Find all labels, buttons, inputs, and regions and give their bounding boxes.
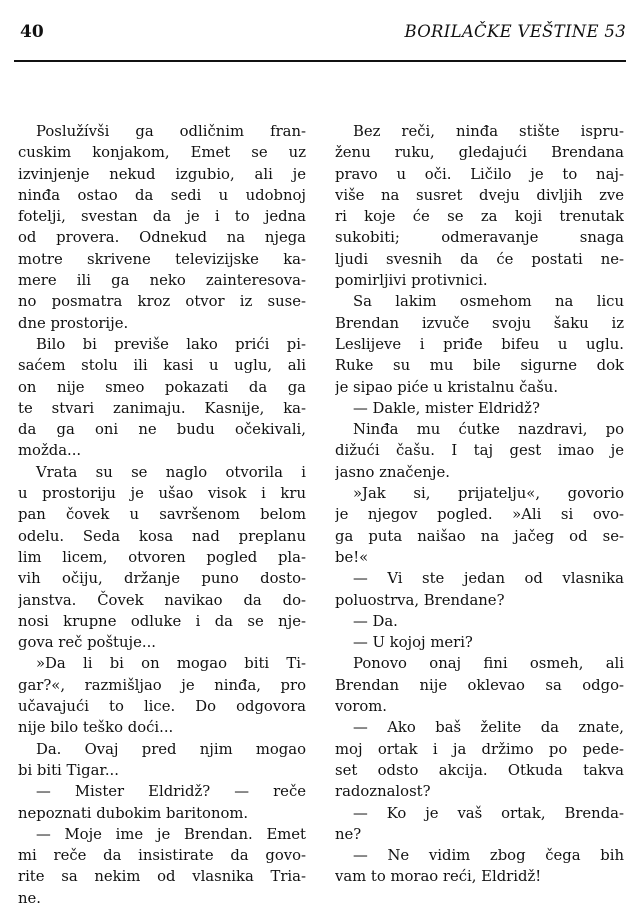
text-line: bi biti Tigar... — [18, 761, 119, 779]
text-line: »Jak si, prijatelju«, govorio — [353, 485, 624, 503]
text-line: Ninđa mu ćutke nazdravi, po — [353, 421, 624, 439]
text-line: vam to morao reći, Eldridž! — [335, 868, 542, 886]
paragraph — [335, 121, 624, 291]
paragraph — [18, 121, 306, 334]
paragraph — [335, 717, 624, 802]
text-line: ne? — [335, 825, 362, 843]
paragraph — [335, 611, 624, 632]
paragraph — [335, 845, 624, 888]
text-line: Leslijeve i priđe bifeu u uglu. — [335, 335, 624, 353]
text-line: ženu ruku, gledajući Brendana — [335, 144, 624, 162]
text-line: — Moje ime je Brendan. Emet — [36, 825, 306, 843]
text-line: te stvari zanimaju. Kasnije, ka- — [18, 399, 306, 417]
text-line: vih očiju, držanje puno dosto- — [18, 570, 306, 588]
text-line: od provera. Odnekud na njega — [18, 229, 306, 247]
text-line: gova reč poštuje... — [18, 634, 156, 652]
text-line: odelu. Seda kosa nad preplanu — [18, 527, 306, 545]
text-line: da ga oni ne budu očekivali, — [18, 421, 306, 439]
text-line: lim licem, otvoren pogled pla- — [18, 548, 306, 566]
text-line: učavajući to lice. Do odgovora — [18, 698, 306, 716]
paragraph — [335, 653, 624, 717]
text-line: Bez reči, ninđa stište ispru- — [353, 123, 624, 140]
text-line: — Ko je vaš ortak, Brenda- — [353, 804, 624, 822]
text-line: Ruke su mu bile sigurne dok — [335, 357, 624, 375]
paragraph — [335, 398, 624, 419]
paragraph — [18, 653, 306, 738]
text-line: pravo u oči. Ličilo je to naj- — [335, 165, 624, 183]
text-line: vorom. — [335, 698, 387, 716]
page-header — [0, 0, 638, 70]
text-line: Poslužívši ga odličnim fran- — [36, 123, 306, 140]
paragraph — [18, 462, 306, 654]
text-line: Sa lakim osmehom na licu — [353, 293, 624, 311]
text-line: set odsto akcija. Otkuda takva — [335, 761, 624, 779]
header-rule — [14, 60, 626, 62]
text-line: motre skrivene televizijske ka- — [18, 250, 306, 268]
text-line: janstva. Čovek navikao da do- — [18, 591, 306, 609]
paragraph — [335, 632, 624, 653]
text-line: ljudi svesnih da će postati ne- — [335, 250, 624, 268]
text-line: izvinjenje nekud izgubio, ali je — [18, 165, 306, 183]
text-line: — Ako baš želite da znate, — [353, 719, 624, 737]
paragraph — [18, 824, 306, 909]
text-line: — Da. — [353, 612, 398, 630]
paragraph — [335, 291, 624, 397]
text-line: — Vi ste jedan od vlasnika — [353, 570, 624, 588]
text-line: poluostrva, Brendane? — [335, 591, 505, 609]
text-line: moj ortak i ja držimo po pede- — [335, 740, 624, 758]
text-line: — U kojoj meri? — [353, 634, 473, 652]
text-line: ninđa ostao da sedi u udobnoj — [18, 186, 306, 204]
text-line: nosi krupne odluke i da se nje- — [18, 612, 306, 630]
paragraph — [335, 419, 624, 483]
text-line: saćem stolu ili kasi u uglu, ali — [18, 357, 306, 375]
running-title: BORILAČKE VEŠTINE 53 — [404, 22, 626, 41]
text-line: — Mister Eldridž? — reče — [36, 783, 306, 801]
text-line: ri koje će se za koji trenutak — [335, 208, 624, 226]
text-line: Brendan izvuče svoju šaku iz — [335, 314, 624, 332]
text-line: Brendan nije oklevao sa odgo- — [335, 676, 624, 694]
text-line: je sipao piće u kristalnu čašu. — [335, 378, 559, 396]
paragraph — [335, 483, 624, 568]
text-line: sukobiti; odmeravanje snaga — [335, 229, 624, 247]
right-column — [335, 121, 624, 888]
text-line: on nije smeo pokazati da ga — [18, 378, 306, 396]
text-line: više na susret dveju divljih zve — [335, 186, 624, 204]
text-line: nepoznati dubokim baritonom. — [18, 804, 249, 822]
text-line: jasno značenje. — [335, 463, 450, 481]
text-line: gar?«, razmišljao je ninđa, pro — [18, 676, 306, 694]
text-line: — Ne vidim zbog čega bih — [353, 847, 624, 865]
text-line: mere ili ga neko zainteresova- — [18, 272, 306, 290]
text-line: radoznalost? — [335, 783, 431, 801]
text-line: rite sa nekim od vlasnika Tria- — [18, 868, 306, 886]
paragraph — [18, 739, 306, 782]
text-line: »Da li bi on mogao biti Ti- — [36, 655, 306, 673]
text-line: nije bilo teško doći... — [18, 719, 174, 737]
text-line: u prostoriju je ušao visok i kru — [18, 485, 306, 503]
text-line: Vrata su se naglo otvorila i — [36, 463, 306, 481]
paragraph — [335, 803, 624, 846]
text-line: cuskim konjakom, Emet se uz — [18, 144, 306, 162]
text-line: dne prostorije. — [18, 314, 129, 332]
text-line: dižući čašu. I taj gest imao je — [335, 442, 624, 460]
text-line: mi reče da insistirate da govo- — [18, 847, 306, 865]
text-line: Da. Ovaj pred njim mogao — [36, 740, 306, 758]
text-line: pan čovek u savršenom belom — [18, 506, 306, 524]
text-line: ne. — [18, 889, 41, 907]
text-line: pomirljivi protivnici. — [335, 272, 488, 290]
text-line: Bilo bi previše lako prići pi- — [36, 335, 306, 353]
text-line: Ponovo onaj fini osmeh, ali — [353, 655, 624, 673]
text-line: fotelji, svestan da je i to jedna — [18, 208, 306, 226]
text-line: no posmatra kroz otvor iz suse- — [18, 293, 306, 311]
text-line: — Dakle, mister Eldridž? — [353, 399, 540, 417]
page-number: 40 — [20, 22, 44, 42]
left-column — [18, 121, 306, 909]
text-line: je njegov pogled. »Ali si ovo- — [335, 506, 624, 524]
paragraph — [335, 568, 624, 611]
paragraph — [18, 334, 306, 462]
text-line: be!« — [335, 548, 369, 566]
paragraph — [18, 781, 306, 824]
text-line: možda... — [18, 442, 82, 460]
text-line: ga puta naišao na jačeg od se- — [335, 527, 624, 545]
